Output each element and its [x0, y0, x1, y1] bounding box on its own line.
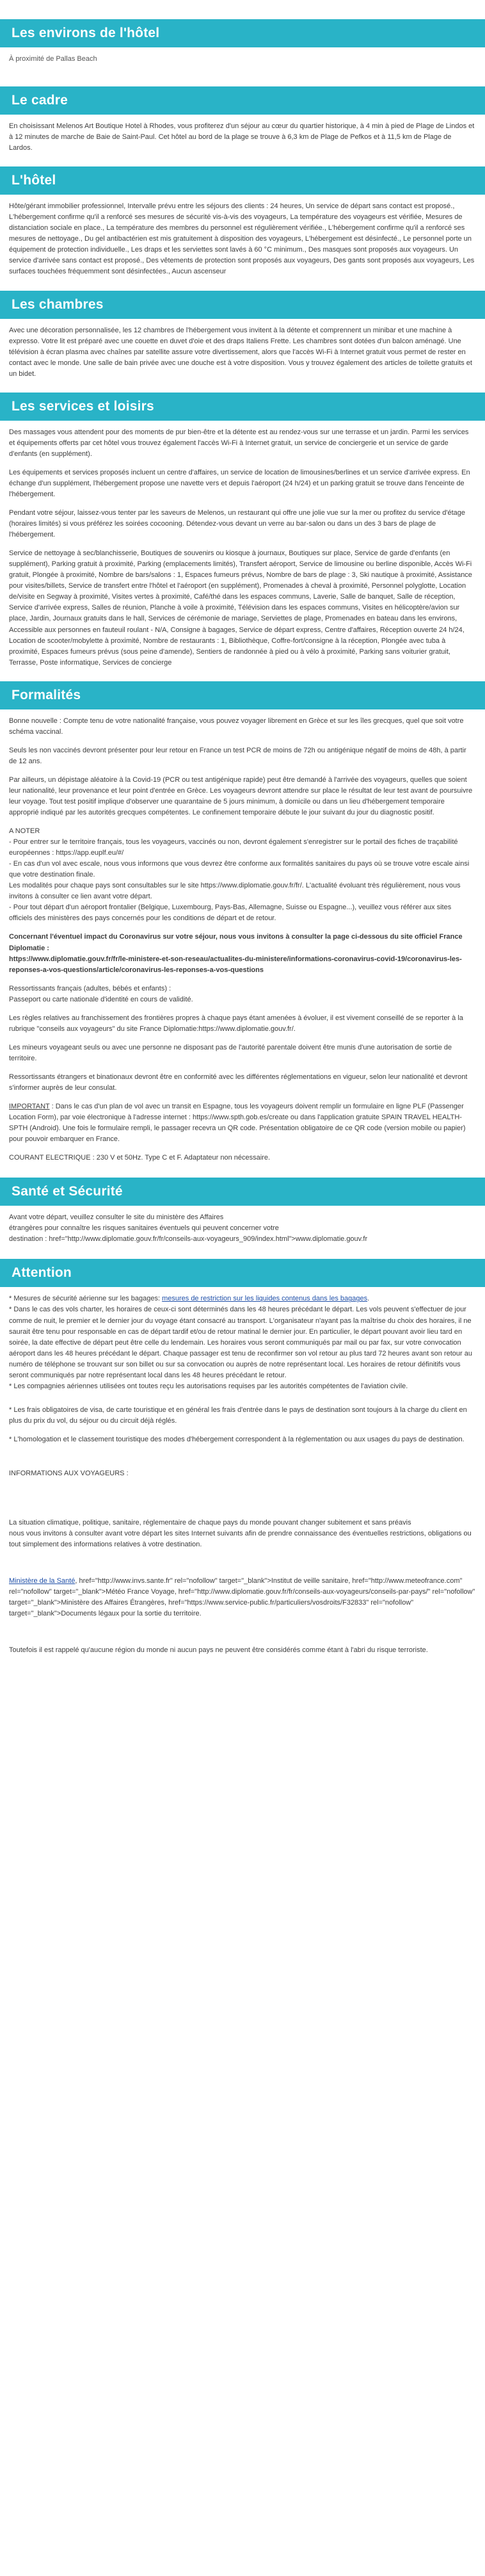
section-hotel	[0, 166, 485, 277]
formalites-covid-notice	[9, 932, 476, 975]
section-title-hotel: L'hôtel	[0, 166, 485, 195]
note-heading: A NOTER	[9, 827, 40, 836]
attention-paragraph: * L'homologation et le classement touristique des modes d'hébergement correspondent à la réglementation ou aux usages du pays de destination.	[9, 1435, 465, 1443]
section-environs	[0, 19, 485, 65]
section-title-attention: Attention	[0, 1259, 485, 1287]
section-chambres	[0, 291, 485, 380]
formalites-paragraph: Par ailleurs, un dépistage aléatoire à la Covid-19 (PCR ou test antigénique rapide) peut être demandé à l'arrivée des voyageurs, quelles que soient leur nationalité, leur provenance et leur point d'entrée en Grèce. Les voyageurs devront attendre sur place le résultat de leur test avant de poursuivre leur voyage. Tout test positif implique d'observer une quarantaine de 5 jours minimum, à domicile ou dans un lieu d'hébergement temporaire approprié indiqué par les autorités grecques compétentes. Le confinement temporaire débute le jour suivant du jour du diagnostic positif.	[9, 775, 473, 817]
ressortissants-line: Ressortissants français (adultes, bébés et enfants) :	[9, 984, 171, 992]
sante-line: étrangères pour connaître les risques sanitaires éventuels qui peuvent concerner votre	[9, 1224, 279, 1233]
attention-bagages-pre: * Mesures de sécurité aérienne sur les bagages:	[9, 1295, 163, 1303]
important-label: IMPORTANT	[9, 1103, 50, 1111]
services-paragraph: Pendant votre séjour, laissez-vous tenter par les saveurs de Melenos, un restaurant qui offre une jolie vue sur la mer ou profitez du service d'étage (horaires limités) si vous préférez les soirées cocooning. Détendez-vous devant un verre au bar-salon ou dans un des 3 bars de plage de l'hébergement.	[9, 509, 466, 539]
attention-info-text	[9, 1518, 476, 1550]
note-line: - En cas d'un vol avec escale, nous vous informons que vous devrez être conforme aux formalités sanitaires du pays où se trouve votre escale ainsi que votre destination finale.	[9, 860, 470, 879]
formalites-note	[9, 826, 476, 924]
hotel-text: Hôte/gérant immobilier professionnel, Intervalle prévu entre les séjours des clients : 24 heures, Un service de départ sans contact est proposé., L'hébergement confirme qu'il a renforcé ses mesures de sécurité vis-à-vis des voyageurs, La température des voyageurs est vérifiée, Mesures de distanciation sociale en place., La température des membres du personnel est régulièrement vérifiée., L'hébergement confirme qu'il a renforcé ses mesures de nettoyage., Du gel antibactérien est mis gratuitement à disposition des voyageurs, L'hébergement est désinfecté., Le personnel porte un équipement de protection individuelle., Les draps et les serviettes sont lavés à 60 °C minimum., Des masques sont proposés aux voyageurs. Un service d'arrivée sans contact est proposé., Des vêtements de protection sont proposés aux voyageurs, Des gants sont proposés aux voyageurs, Les surfaces touchées fréquemment sont désinfectées., Aucun ascenseur	[9, 202, 475, 276]
note-line: - Pour entrer sur le territoire français, tous les voyageurs, vaccinés ou non, devront également s'enregistrer sur le portail des fiches de traçabilité européennes : https://app.euplf.eu/#/	[9, 838, 458, 857]
attention-links-text: , href="http://www.invs.sante.fr" rel="nofollow" target="_blank">Institut de veille sanitaire, href="http://www.meteofrance.com" rel="nofollow" target="_blank">Météo France Voyage, href="http://www.diplomatie.gouv.fr/fr/conseils-aux-voyageurs/conseils-par-pays/" rel="nofollow" target="_blank">Ministère des Affaires Étrangères, href="https://www.service-public.fr/particuliers/vosdroits/F32833" rel="nofollow" target="_blank">Documents légaux pour la sortie du territoire.	[9, 1577, 475, 1618]
formalites-paragraph: Les mineurs voyageant seuls ou avec une personne ne disposant pas de l'autorité parentale doivent être munis d'une autorisation de sortie de territoire.	[9, 1043, 452, 1062]
section-title-sante: Santé et Sécurité	[0, 1178, 485, 1206]
cadre-text: En choisissant Melenos Art Boutique Hotel à Rhodes, vous profiterez d'un séjour au cœur du quartier historique, à 4 min à pied de Plage de Lindos et à 12 minutes de marche de Baie de Saint-Paul. Cet hôtel au bord de la plage se trouve à 6,3 km de Plage de Pefkos et à 11,5 km de Plage de Lardos.	[9, 122, 475, 152]
section-title-chambres: Les chambres	[0, 291, 485, 319]
ministere-sante-link[interactable]: Ministère de la Santé	[9, 1577, 76, 1585]
services-list-text: Service de nettoyage à sec/blanchisserie, Boutiques de souvenirs ou kiosque à journaux, Boutiques sur place, Service de garde d'enfants (en supplément), Parking gratuit à proximité, Parking (emplacements limités), Transfert aéroport, Service de limousine ou berline disponible, Accès Wi-Fi gratuit, Plongée à proximité, Nombre de bars/salons : 1, Espaces fumeurs prévus, Nombre de bars de plage : 3, Ski nautique à proximité, Assistance pour visites/billets, Service de transfert entre l'hôtel et l'aéroport (en supplément), Promenades à cheval à proximité, Personnel polyglotte, Location de/visite en Segway à proximité, Visites vertes à proximité, Café/thé dans les espaces communs, Laverie, Salle de banquet, Salle de réception, Service d'arrivée express, Salles de réunion, Planche à voile à proximité, Télévision dans les espaces communs, Visites en hélicoptère/avion sur place, Jardin, Journaux gratuits dans le hall, Services de cérémonie de mariage, Serviettes de plage, Promenades en bateau dans les environs, Accessible aux personnes en fauteuil roulant - N/A, Consigne à bagages, Service de départ express, Centre d'affaires, Réception ouverte 24 h/24, Location de scooter/mobylette à proximité, Nombre de restaurants : 1, Bibliothèque, Coffre-fort/consigne à la réception, Plongée avec tuba à proximité, Espaces fumeurs prévus (sous peine d'amende), Sentiers de randonnée à pied ou à vélo à proximité, Parking sans voiturier gratuit, Terrasse, Poste informatique, Services de concierge	[9, 549, 472, 667]
formalites-paragraph: Ressortissants étrangers et binationaux devront être en conformité avec les différentes réglementations en vigueur, selon leur nationalité et devront s'informer auprès de leur consulat.	[9, 1073, 468, 1092]
section-formalites	[0, 681, 485, 1164]
chambres-text: Avec une décoration personnalisée, les 12 chambres de l'hébergement vous invitent à la détente et comprennent un minibar et une machine à expresso. Votre lit est préparé avec une couette en duvet d'oie et des draps Italiens Frette. Les chambres sont dotées d'un balcon aménagé. Une télévision à écran plasma avec chaînes par satellite assure votre divertissement, alors que l'accès Wi-Fi à Internet gratuit vous permet de rester en contact avec le monde. Une salle de bain privée avec une douche est à votre disposition. Vous y trouvez également des articles de toilette gratuits et un bidet.	[9, 326, 472, 378]
info-line: La situation climatique, politique, sanitaire, réglementaire de chaque pays du monde pouvant changer subitement et sans préavis	[9, 1519, 411, 1527]
formalites-ressortissants	[9, 984, 476, 1005]
attention-bagages-post: .	[367, 1295, 370, 1303]
services-paragraph: Les équipements et services proposés incluent un centre d'affaires, un service de location de limousines/berlines et un service d'arrivée express. En échange d'un supplément, l'hébergement propose une navette vers et depuis l'aéroport (24 h/24) et un parking gratuit se trouve dans l'enceinte de l'hébergement.	[9, 468, 470, 498]
section-title-cadre: Le cadre	[0, 86, 485, 115]
attention-charter-text: * Dans le cas des vols charter, les horaires de ceux-ci sont déterminés dans les 48 heures précédant le départ. Les vols peuvent s'effectuer de jour comme de nuit, le premier et le dernier jour du voyage étant consacré au transport. L'organisateur n'ayant pas la maîtrise du choix des horaires, il ne saurait être tenu pour responsable en cas de départ tardif et/ou de retour matinal le dernier jour. En particulier, le départ pouvant avoir lieu tard en soirée, la date effective de départ peut être celle du lendemain. Les horaires vous seront communiqués par mail ou par fax, sur votre convocation aéroport dans les 48 heures précédant le départ. Chaque passager est tenu de reconfirmer son vol retour au plus tard 72 heures avant son retour au numéro de téléphone se trouvant sur son billet ou sur sa convocation ou auprès de notre représentant local. Les horaires de retour définitifs vous seront communiqués par notre représentant local dans les 48 heures précédant le retour.	[9, 1306, 473, 1379]
attention-paragraph: * Les frais obligatoires de visa, de carte touristique et en général les frais d'entrée dans le pays de destination sont toujours à la charge du client en plus du prix du vol, du séjour ou du circuit déjà réglés.	[9, 1405, 467, 1425]
section-services	[0, 393, 485, 668]
section-title-formalites: Formalités	[0, 681, 485, 709]
section-sante	[0, 1178, 485, 1245]
info-line: nous vous invitons à consulter avant votre départ les sites Internet suivants afin de prendre connaissance des éventuelles restrictions, obligations ou tout simplement des informations relatives à votre destination.	[9, 1530, 472, 1549]
environs-text: À proximité de Pallas Beach	[9, 55, 97, 63]
section-cadre	[0, 86, 485, 154]
note-line: Les modalités pour chaque pays sont consultables sur le site https://www.diplomatie.gouv.fr/fr/. L'actualité évoluant très régulièrement, nous vous invitons à consulter ce lien avant votre départ.	[9, 882, 461, 901]
attention-links	[9, 1576, 476, 1619]
sante-line: Avant votre départ, veuillez consulter le site du ministère des Affaires	[9, 1213, 224, 1222]
attention-paragraph	[9, 1293, 476, 1391]
section-attention	[0, 1259, 485, 1656]
formalites-courant: COURANT ELECTRIQUE : 230 V et 50Hz. Type C et F. Adaptateur non nécessaire.	[9, 1154, 271, 1162]
note-line: - Pour tout départ d'un aéroport frontalier (Belgique, Luxembourg, Pays-Bas, Allemagne, Suisse ou Espagne...), veuillez vous référer aux sites officiels des ministères des pays concernés pour les conditions de départ et de retour.	[9, 903, 452, 923]
liquids-restriction-link[interactable]: mesures de restriction sur les liquides contenus dans les bagages	[162, 1295, 368, 1303]
section-title-services: Les services et loisirs	[0, 393, 485, 421]
covid-notice-line: Concernant l'éventuel impact du Coronavirus sur votre séjour, nous vous invitons à consulter la page ci-dessous du site officiel France Diplomatie :	[9, 933, 463, 952]
formalites-important	[9, 1101, 476, 1145]
formalites-paragraph: Les règles relatives au franchissement des frontières propres à chaque pays étant amenées à évoluer, il est vivement conseillé de se reporter à la rubrique "conseils aux voyageurs" du site France Diplomatie:https://www.diplomatie.gouv.fr/.	[9, 1014, 463, 1033]
ressortissants-line: Passeport ou carte nationale d'identité en cours de validité.	[9, 995, 193, 1003]
formalites-paragraph: Seuls les non vaccinés devront présenter pour leur retour en France un test PCR de moins de 72h ou antigénique négatif de moins de 48h, à partir de 12 ans.	[9, 746, 466, 765]
formalites-paragraph: Bonne nouvelle : Compte tenu de votre nationalité française, vous pouvez voyager librement en Grèce et sur les îles grecques, quel que soit votre schéma vaccinal.	[9, 717, 464, 736]
important-text: : Dans le cas d'un plan de vol avec un transit en Espagne, tous les voyageurs doivent remplir un formulaire en ligne PLF (Passenger Location Form), par voie électronique à l'adresse internet : https://www.spth.gob.es/create ou dans l'application gratuite SPAIN TRAVEL HEALTH-SPTH (Android). Une fois le formulaire rempli, le passager recevra un QR code. Présentation obligatoire de ce QR code (version mobile ou papier) pour pouvoir embarquer en France.	[9, 1103, 466, 1144]
sante-text	[9, 1212, 476, 1245]
attention-compagnies-text: * Les compagnies aériennes utilisées ont toutes reçu les autorisations requises par les autorités compétentes de l'aviation civile.	[9, 1382, 408, 1390]
services-paragraph: Des massages vous attendent pour des moments de pur bien-être et la détente est au rendez-vous sur une terrasse et un jardin. Parmi les services et équipements offerts par cet hôtel vous trouvez également l'accès Wi-Fi à Internet gratuit, un service de conciergerie et un service de garde d'enfants (en supplément).	[9, 428, 469, 458]
section-title-environs: Les environs de l'hôtel	[0, 19, 485, 47]
sante-line: destination : href="http://www.diplomatie.gouv.fr/fr/conseils-aux-voyageurs_909/index.html">www.diplomatie.gouv.fr	[9, 1235, 368, 1243]
covid-notice-url: https://www.diplomatie.gouv.fr/fr/le-ministere-et-son-reseau/actualites-du-ministere/informations-coronavirus-covid-19/coronavirus-les-reponses-a-vos-questions/article/coronavirus-les-reponses-a-vos-questions	[9, 955, 462, 974]
attention-info-heading: INFORMATIONS AUX VOYAGEURS :	[9, 1469, 129, 1477]
attention-terrorisme: Toutefois il est rappelé qu'aucune région du monde ni aucun pays ne peuvent être considérés comme étant à l'abri du risque terroriste.	[9, 1646, 428, 1655]
